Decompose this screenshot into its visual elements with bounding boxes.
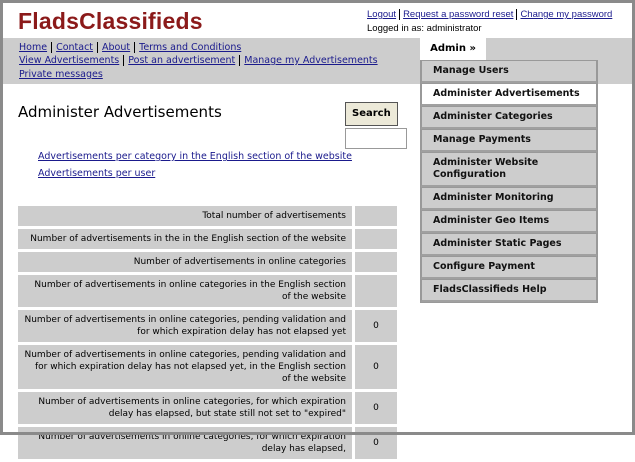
admin-menu-tab[interactable]: Admin » xyxy=(420,38,486,60)
admin-menu-item[interactable]: Administer Static Pages xyxy=(421,233,597,256)
stat-label: Number of advertisements in the in the English section of the website xyxy=(18,229,355,249)
table-row xyxy=(18,392,397,424)
ads-per-user-link[interactable]: Advertisements per user xyxy=(38,168,156,179)
logged-in-status: Logged in as: administrator xyxy=(367,23,482,34)
nav-about[interactable]: About xyxy=(97,42,134,53)
search-input[interactable] xyxy=(345,128,407,149)
admin-menu-item[interactable]: Administer Monitoring xyxy=(421,187,597,210)
stat-label: Number of advertisements in online categories in the English section of the website xyxy=(18,275,355,307)
stat-label: Number of advertisements in online categories, pending validation and for which expiration delay has not elapsed yet xyxy=(18,310,355,342)
logout-link[interactable]: Logout xyxy=(367,9,397,20)
stat-value xyxy=(355,206,397,226)
search-button[interactable]: Search xyxy=(345,102,398,126)
stat-value xyxy=(355,275,397,307)
account-links xyxy=(367,9,615,20)
admin-menu-item[interactable]: Manage Payments xyxy=(421,129,597,152)
table-row xyxy=(18,310,397,342)
admin-menu-item[interactable]: Administer Website Configuration xyxy=(421,152,597,187)
password-reset-link[interactable]: Request a password reset xyxy=(399,9,516,20)
admin-menu-item[interactable]: Administer Geo Items xyxy=(421,210,597,233)
table-row xyxy=(18,252,397,272)
table-row xyxy=(18,229,397,249)
ads-per-category-link[interactable]: Advertisements per category in the English section of the website xyxy=(38,151,352,162)
stat-value: 0 xyxy=(355,392,397,424)
nav-post-ad[interactable]: Post an advertisement xyxy=(123,55,239,66)
admin-menu-item[interactable]: Administer Categories xyxy=(421,106,597,129)
stat-value: 0 xyxy=(355,427,397,459)
stat-label: Number of advertisements in online categories, pending validation and for which expiration delay has not elapsed yet, in the English section of the website xyxy=(18,345,355,389)
table-row xyxy=(18,427,397,459)
change-password-link[interactable]: Change my password xyxy=(516,9,615,20)
admin-menu-item[interactable]: FladsClassifieds Help xyxy=(421,279,597,302)
nav-home[interactable]: Home xyxy=(19,42,48,53)
stat-value xyxy=(355,252,397,272)
stat-value: 0 xyxy=(355,345,397,389)
admin-dropdown-menu xyxy=(420,60,598,303)
admin-menu-item[interactable]: Administer Advertisements xyxy=(421,83,597,106)
stat-value xyxy=(355,229,397,249)
nav-contact[interactable]: Contact xyxy=(51,42,97,53)
table-row xyxy=(18,345,397,389)
stat-value: 0 xyxy=(355,310,397,342)
table-row xyxy=(18,206,397,226)
stat-label: Number of advertisements in online categories xyxy=(18,252,355,272)
nav-view-ads[interactable]: View Advertisements xyxy=(19,55,120,66)
nav-terms[interactable]: Terms and Conditions xyxy=(134,42,245,53)
admin-menu-item[interactable]: Manage Users xyxy=(421,60,597,83)
stat-label: Number of advertisements in online categories, for which expiration delay has elapsed, but state still not set to "expired" xyxy=(18,392,355,424)
page-title: Administer Advertisements xyxy=(18,103,222,121)
stat-label: Number of advertisements in online categories, for which expiration delay has elapsed, xyxy=(18,427,355,459)
stat-label: Total number of advertisements xyxy=(18,206,355,226)
admin-menu-item[interactable]: Configure Payment xyxy=(421,256,597,279)
stats-table xyxy=(18,203,397,462)
site-logo[interactable]: FladsClassifieds xyxy=(18,8,203,34)
table-row xyxy=(18,275,397,307)
nav-manage-ads[interactable]: Manage my Advertisements xyxy=(239,55,381,66)
nav-private-messages[interactable]: Private messages xyxy=(19,69,103,80)
